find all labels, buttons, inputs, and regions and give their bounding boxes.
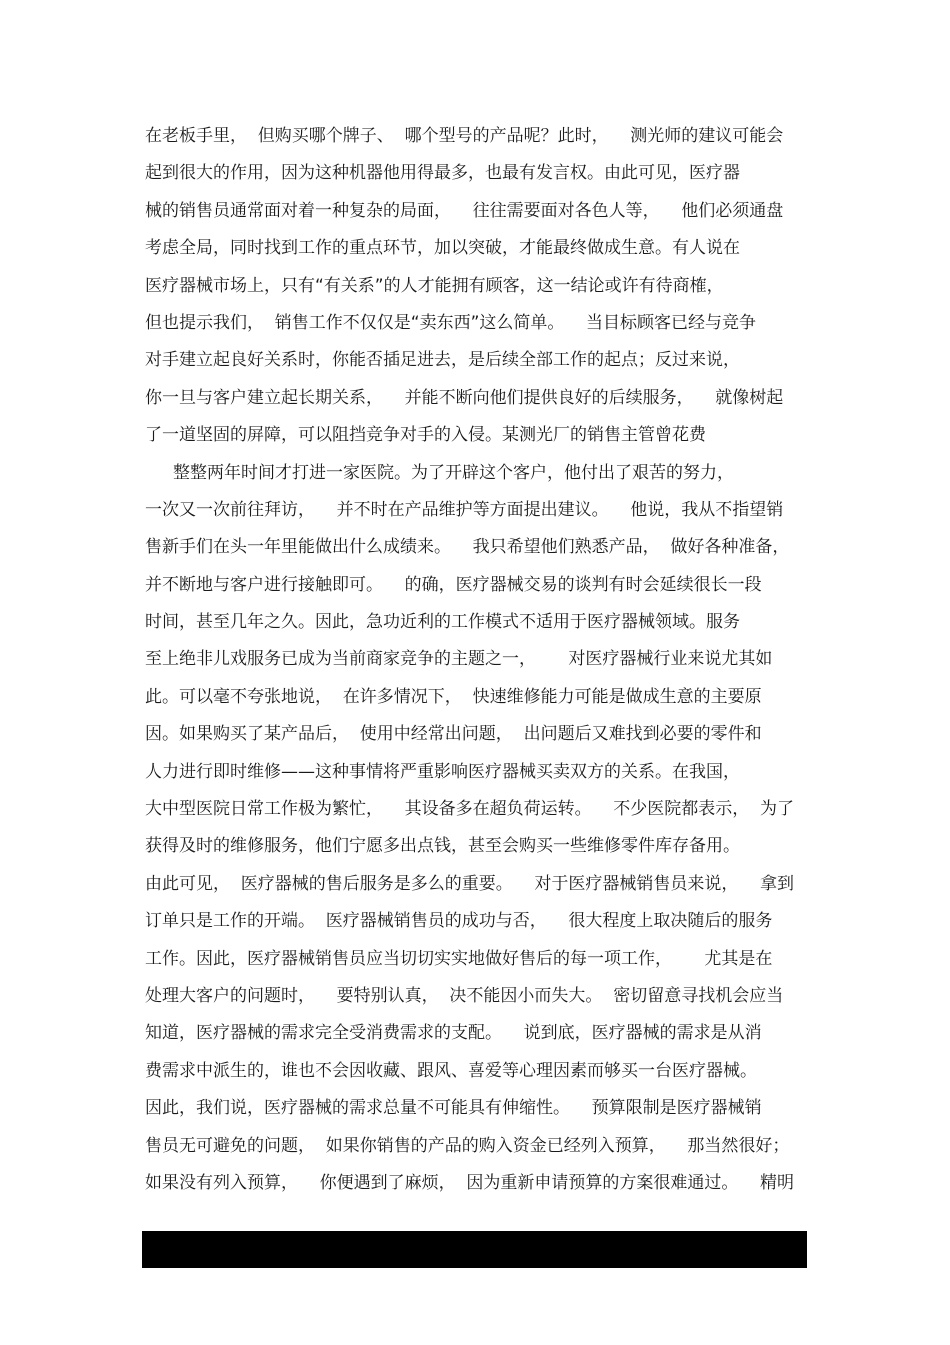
text-line: 械的销售员通常面对着一种复杂的局面， 往往需要面对各色人等， 他们必须通盘 [145, 200, 784, 221]
text-line: 至上绝非儿戏服务已成为当前商家竞争的主题之一， 对医疗器械行业来说尤其如 [145, 649, 773, 670]
text-line: 你一旦与客户建立起长期关系， 并能不断向他们提供良好的后续服务， 就像树起 [145, 387, 784, 408]
text-line: 知道，医疗器械的需求完全受消费需求的支配。 说到底，医疗器械的需求是从消 [145, 1023, 762, 1044]
text-line: 大中型医院日常工作极为繁忙， 其设备多在超负荷运转。 不少医院都表示， 为了 [145, 799, 795, 820]
text-line: 费需求中派生的，谁也不会因收藏、跟风、喜爱等心理因素而够买一台医疗器械。 [145, 1060, 757, 1081]
redaction-bar [142, 1231, 807, 1268]
text-line: 并不断地与客户进行接触即可。 的确，医疗器械交易的谈判有时会延续很长一段 [145, 574, 762, 595]
text-line: 由此可见， 医疗器械的售后服务是多么的重要。 对于医疗器械销售员来说， 拿到 [145, 873, 795, 894]
text-line: 医疗器械市场上，只有“有关系”的人才能拥有顾客，这一结论或许有待商榷， [145, 275, 724, 296]
text-line: 人力进行即时维修——这种事情将严重影响医疗器械买卖双方的关系。在我国， [145, 761, 740, 782]
body-text [145, 118, 810, 1202]
text-line-indented: 整整两年时间才打进一家医院。为了开辟这个客户，他付出了艰苦的努力， [173, 462, 734, 483]
text-line: 售新手们在头一年里能做出什么成绩来。 我只希望他们熟悉产品， 做好各种准备， [145, 537, 790, 558]
text-line: 对手建立起良好关系时，你能否插足进去，是后续全部工作的起点；反过来说， [145, 350, 740, 371]
text-line: 因此，我们说，医疗器械的需求总量不可能具有伸缩性。 预算限制是医疗器械销 [145, 1098, 762, 1119]
text-line: 时间，甚至几年之久。因此，急功近利的工作模式不适用于医疗器械领域。服务 [145, 612, 740, 633]
text-line: 但也提示我们， 销售工作不仅仅是“卖东西”这么简单。 当目标顾客已经与竞争 [145, 312, 757, 333]
text-line: 因。如果购买了某产品后， 使用中经常出问题， 出问题后又难找到必要的零件和 [145, 724, 762, 745]
text-line: 处理大客户的问题时， 要特别认真， 决不能因小而失大。 密切留意寻找机会应当 [145, 985, 784, 1006]
text-line: 考虑全局，同时找到工作的重点环节，加以突破，才能最终做成生意。有人说在 [145, 238, 740, 259]
text-line: 此。可以毫不夸张地说， 在许多情况下， 快速维修能力可能是做成生意的主要原 [145, 686, 762, 707]
text-line: 订单只是工作的开端。 医疗器械销售员的成功与否， 很大程度上取决随后的服务 [145, 911, 773, 932]
text-line: 一次又一次前往拜访， 并不时在产品维护等方面提出建议。 他说，我从不指望销 [145, 499, 784, 520]
text-line: 工作。因此，医疗器械销售员应当切切实实地做好售后的每一项工作， 尤其是在 [145, 948, 773, 969]
text-line: 起到很大的作用，因为这种机器他用得最多，也最有发言权。由此可见，医疗器 [145, 163, 740, 184]
text-line: 获得及时的维修服务，他们宁愿多出点钱，甚至会购买一些维修零件库存备用。 [145, 836, 740, 857]
text-line: 了一道坚固的屏障，可以阻挡竞争对手的入侵。某测光厂的销售主管曾花费 [145, 425, 706, 446]
text-line: 如果没有列入预算， 你便遇到了麻烦， 因为重新申请预算的方案很难通过。 精明 [145, 1172, 795, 1193]
text-line: 在老板手里， 但购买哪个牌子、 哪个型号的产品呢？此时， 测光师的建议可能会 [145, 126, 784, 146]
text-line: 售员无可避免的问题， 如果你销售的产品的购入资金已经列入预算， 那当然很好； [145, 1135, 790, 1156]
